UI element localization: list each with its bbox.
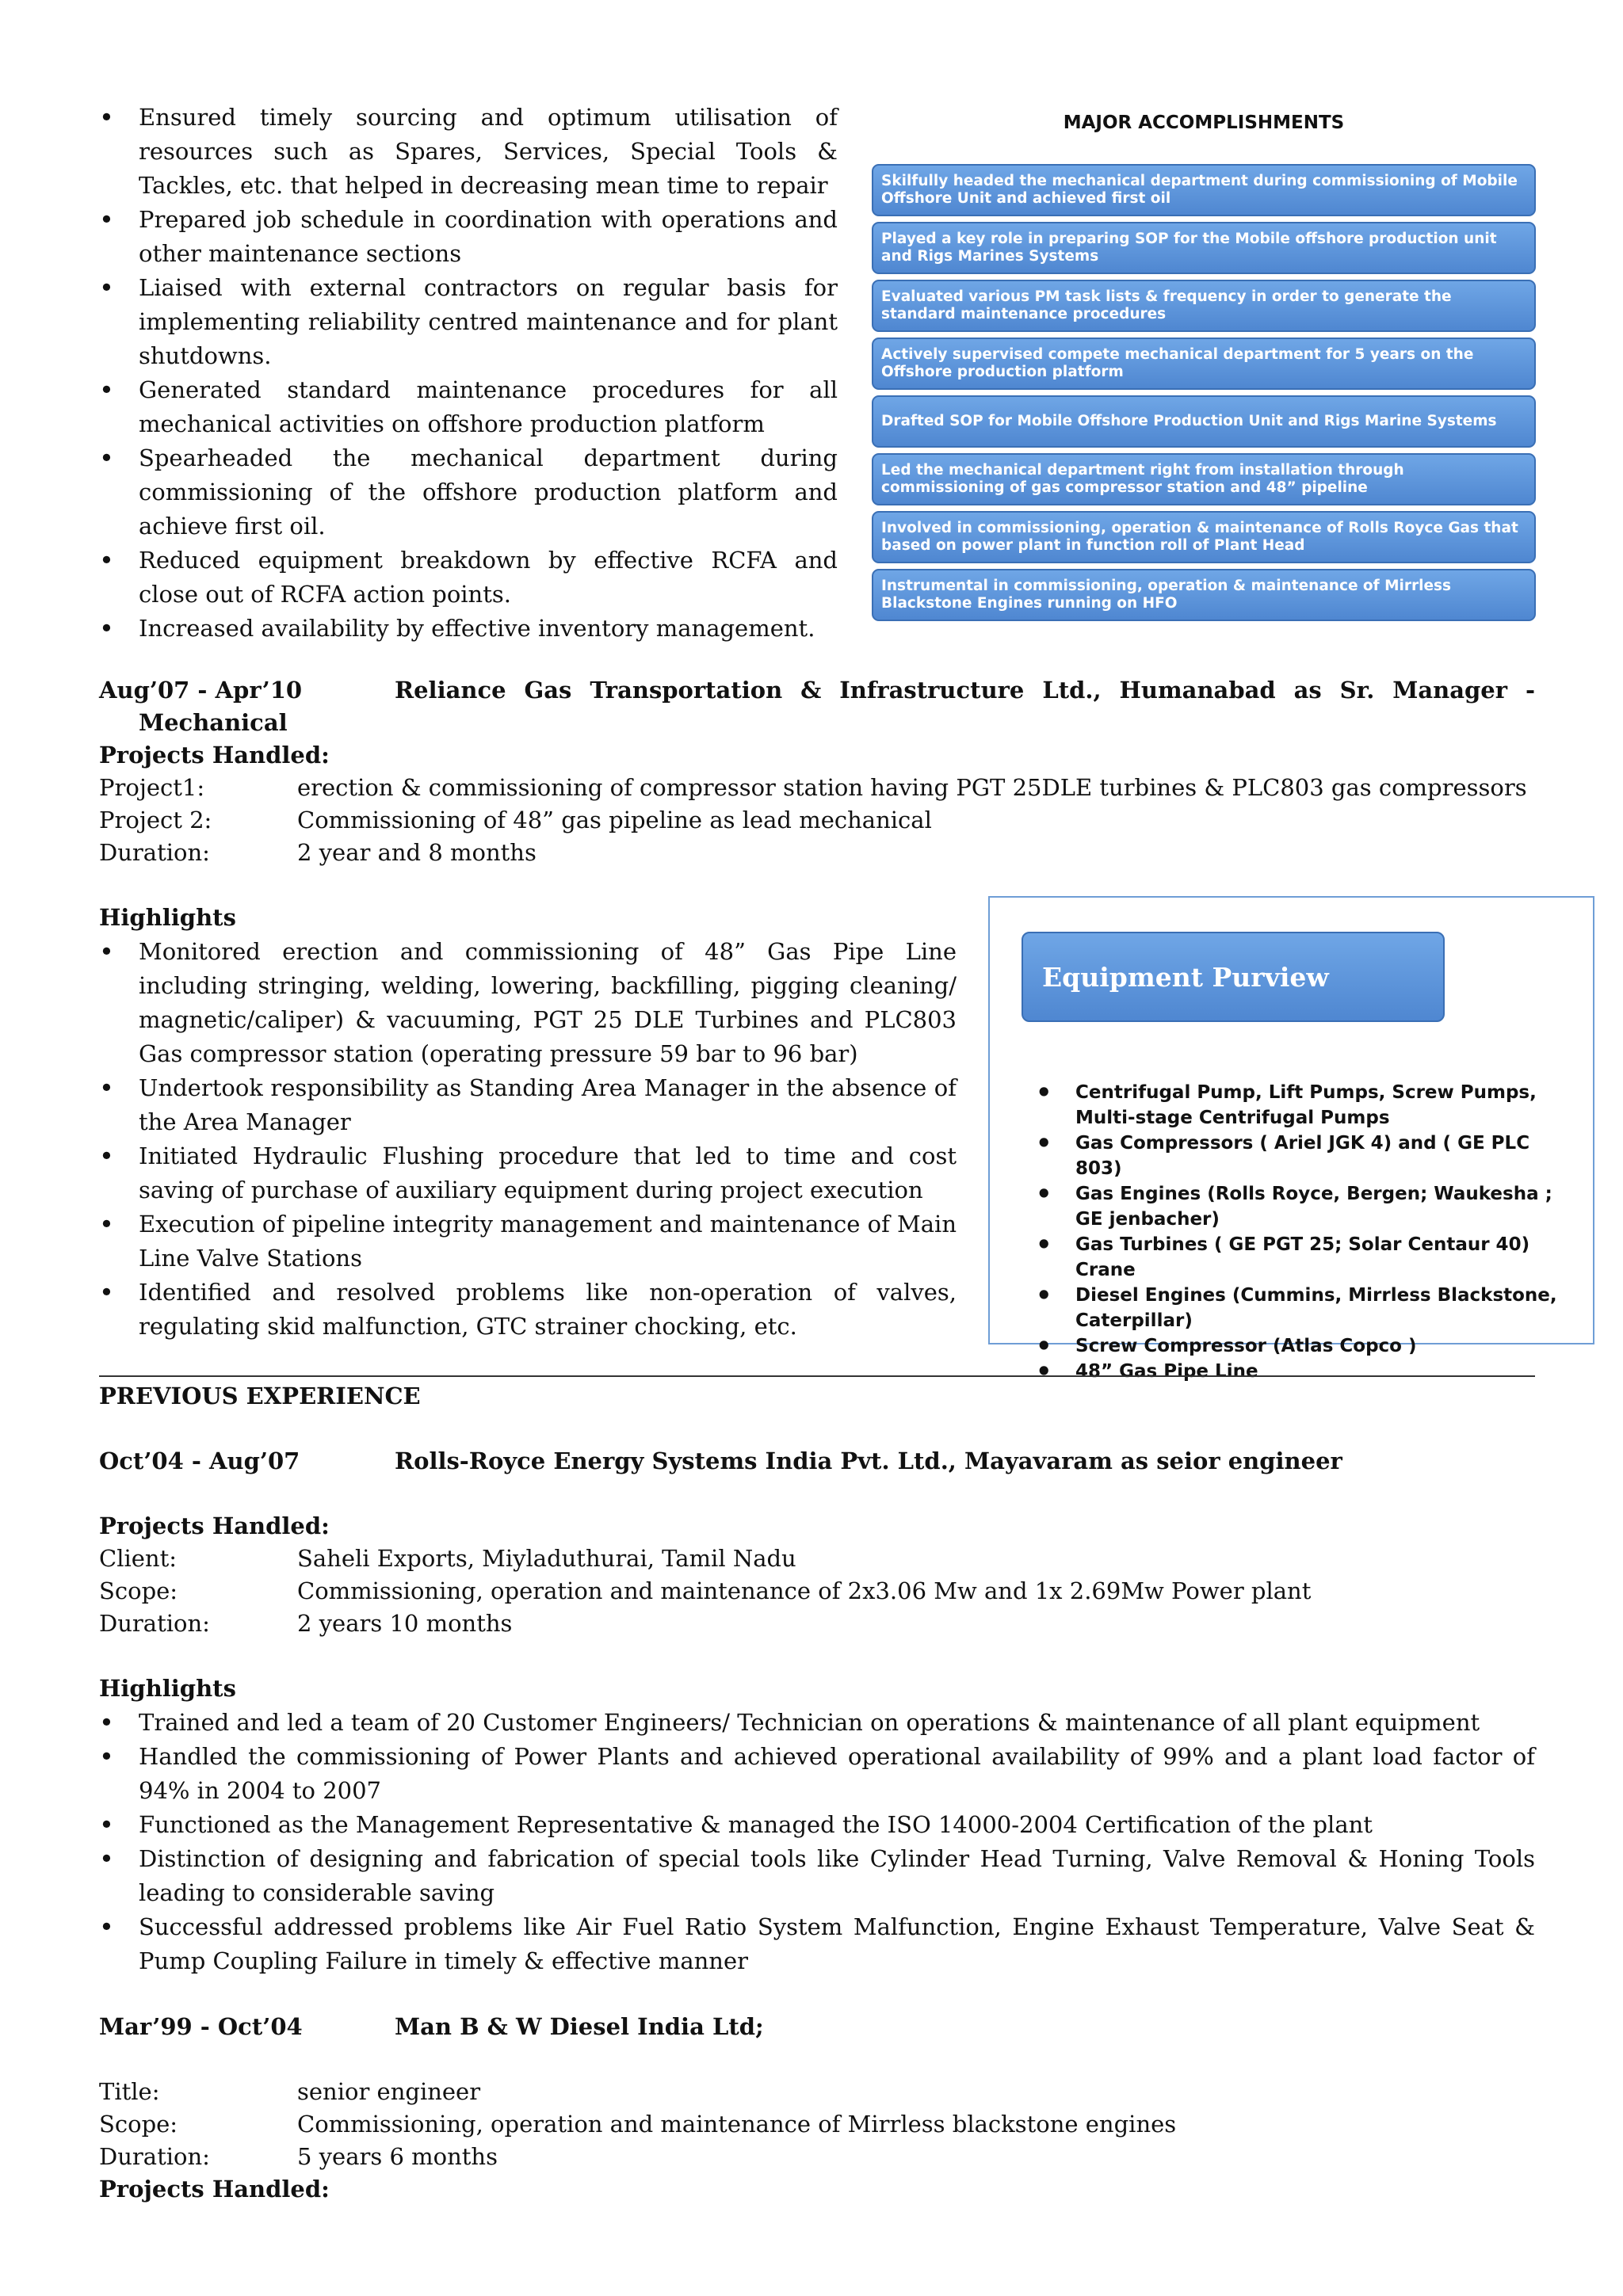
list-item: • Ensured timely sourcing and optimum utilisation of resources such as Spares, Services, Special Tools & Tackles, etc. that helped in decreasing mean time to repair: [99, 101, 838, 203]
list-item: • Spearheaded the mechanical department during commissioning of the offshore production platform and achieve first oil.: [99, 441, 838, 543]
list-item: • Increased availability by effective inventory management.: [99, 612, 838, 646]
row-label: Duration:: [99, 839, 210, 866]
list-item: • Undertook responsibility as Standing Area Manager in the absence of the Area Manager: [99, 1071, 957, 1139]
job1-projects-heading: Projects Handled:: [99, 742, 330, 769]
accomplishment-box: [872, 511, 1536, 563]
job3-title: Man B & W Diesel India Ltd;: [395, 2013, 764, 2040]
row-value: Commissioning, operation and maintenance of Mirrless blackstone engines: [297, 2111, 1177, 2138]
list-item: • Prepared job schedule in coordination with operations and other maintenance sections: [99, 203, 838, 271]
job3-row: [99, 2107, 1176, 2142]
accomplishment-text: Drafted SOP for Mobile Offshore Production Unit and Rigs Marine Systems: [881, 413, 1497, 429]
accomplishments-panel: [872, 164, 1536, 631]
equipment-list: [1036, 1080, 1575, 1384]
equipment-purview-panel: [988, 896, 1594, 1382]
job1-highlights-list: [99, 935, 957, 1344]
row-label: Client:: [99, 1545, 178, 1572]
top-bullet-list: [99, 101, 838, 646]
accomplishment-text: Played a key role in preparing SOP for the Mobile offshore production unit and Rigs Marines Systems: [881, 231, 1497, 265]
accomplishment-box: [872, 338, 1536, 390]
accomplishment-text: Involved in commissioning, operation & maintenance of Rolls Royce Gas that based on power plant in function roll of Plant Head: [881, 520, 1518, 554]
job1-highlights-heading: Highlights: [99, 904, 236, 931]
list-item: • Screw Compressor (Atlas Copco ): [1036, 1333, 1575, 1359]
job1-row: [99, 771, 1527, 805]
job3-row: [99, 2140, 498, 2174]
list-item: • Diesel Engines (Cummins, Mirrless Blackstone, Caterpillar): [1036, 1283, 1575, 1333]
list-item: • Liaised with external contractors on regular basis for implementing reliability centred maintenance and for plant shutdowns.: [99, 271, 838, 373]
list-item: • Identified and resolved problems like non-operation of valves, regulating skid malfunction, GTC strainer chocking, etc.: [99, 1276, 957, 1344]
list-item: • Successful addressed problems like Air Fuel Ratio System Malfunction, Engine Exhaust Temperature, Valve Seat & Pump Coupling Failure in timely & effective manner: [99, 1910, 1535, 1978]
list-item: • Centrifugal Pump, Lift Pumps, Screw Pumps, Multi-stage Centrifugal Pumps: [1036, 1080, 1575, 1131]
job1-title: [395, 673, 1535, 707]
job2-projects-heading: Projects Handled:: [99, 1512, 330, 1539]
list-item: • Functioned as the Management Representative & managed the ISO 14000-2004 Certification of the plant: [99, 1808, 1535, 1842]
previous-experience-heading: PREVIOUS EXPERIENCE: [99, 1383, 421, 1409]
job1-row: [99, 803, 932, 837]
job2-title: Rolls-Royce Energy Systems India Pvt. Ltd., Mayavaram as seior engineer: [395, 1447, 1342, 1474]
job2-row: [99, 1607, 512, 1641]
list-item: • Initiated Hydraulic Flushing procedure that led to time and cost saving of purchase of auxiliary equipment during project execution: [99, 1139, 957, 1207]
job1-row: [99, 836, 537, 870]
job2-highlights-list: [99, 1706, 1535, 1978]
job2-row: [99, 1542, 796, 1576]
accomplishment-text: Instrumental in commissioning, operation & maintenance of Mirrless Blackstone Engines running on HFO: [881, 578, 1452, 612]
row-value: Saheli Exports, Miyladuthurai, Tamil Nadu: [297, 1545, 796, 1572]
list-item: • Reduced equipment breakdown by effective RCFA and close out of RCFA action points.: [99, 543, 838, 612]
row-label: Duration:: [99, 2143, 210, 2170]
accomplishment-box: [872, 395, 1536, 448]
job2-highlights-heading: Highlights: [99, 1675, 236, 1702]
list-item: • Monitored erection and commissioning of 48” Gas Pipe Line including stringing, welding, lowering, backfilling, pigging cleaning/ magnetic/caliper) & vacuuming, PGT 25 DLE Turbines and PLC803 Gas compressor station (operating pressure 59 bar to 96 bar): [99, 935, 957, 1071]
row-value: Commissioning, operation and maintenance of 2x3.06 Mw and 1x 2.69Mw Power plant: [297, 1577, 1312, 1604]
job3-projects-heading: Projects Handled:: [99, 2176, 330, 2203]
row-label: Project 2:: [99, 807, 212, 833]
row-label: Scope:: [99, 2111, 178, 2138]
job2-row: [99, 1574, 1311, 1608]
list-item: • Handled the commissioning of Power Plants and achieved operational availability of 99% and a plant load factor of 94% in 2004 to 2007: [99, 1740, 1535, 1808]
row-value: 2 years 10 months: [297, 1610, 513, 1637]
row-value: 5 years 6 months: [297, 2143, 498, 2170]
list-item: • Gas Turbines ( GE PGT 25; Solar Centaur 40) Crane: [1036, 1232, 1575, 1283]
accomplishment-box: [872, 222, 1536, 274]
row-value: 2 year and 8 months: [297, 839, 537, 866]
accomplishment-text: Led the mechanical department right from installation through commissioning of gas compressor station and 48” pipeline: [881, 462, 1404, 496]
list-item: • Gas Engines (Rolls Royce, Bergen; Waukesha ; GE jenbacher): [1036, 1181, 1575, 1232]
row-label: Title:: [99, 2078, 160, 2105]
job2-dates: Oct’04 - Aug’07: [99, 1447, 300, 1474]
accomplishments-title: MAJOR ACCOMPLISHMENTS: [1063, 113, 1345, 133]
job1-dates: Aug’07 - Apr’10: [99, 677, 303, 704]
job1-title-line2: Mechanical: [139, 709, 288, 736]
row-label: Project1:: [99, 774, 205, 801]
row-label: Scope:: [99, 1577, 178, 1604]
accomplishment-text: Skilfully headed the mechanical department during commissioning of Mobile Offshore Unit and achieved first oil: [881, 173, 1518, 207]
equipment-purview-title: Equipment Purview: [1022, 932, 1445, 1022]
section-divider: [99, 1375, 1535, 1377]
list-item: • 48” Gas Pipe Line: [1036, 1359, 1575, 1384]
row-value: erection & commissioning of compressor station having PGT 25DLE turbines & PLC803 gas compressors: [297, 774, 1527, 801]
job1-title-line1: Reliance Gas Transportation & Infrastructure Ltd., Humanabad as Sr. Manager -: [395, 677, 1535, 704]
accomplishment-text: Evaluated various PM task lists & frequency in order to generate the standard maintenance procedures: [881, 288, 1452, 322]
accomplishment-text: Actively supervised compete mechanical department for 5 years on the Offshore production platform: [881, 346, 1474, 380]
row-label: Duration:: [99, 1610, 210, 1637]
list-item: • Distinction of designing and fabrication of special tools like Cylinder Head Turning, Valve Removal & Honing Tools leading to considerable saving: [99, 1842, 1535, 1910]
list-item: • Gas Compressors ( Ariel JGK 4) and ( GE PLC 803): [1036, 1131, 1575, 1181]
accomplishment-box: [872, 164, 1536, 216]
list-item: • Trained and led a team of 20 Customer Engineers/ Technician on operations & maintenance of all plant equipment: [99, 1706, 1535, 1740]
job3-row: [99, 2075, 480, 2109]
list-item: • Execution of pipeline integrity management and maintenance of Main Line Valve Stations: [99, 1207, 957, 1276]
job3-dates: Mar’99 - Oct’04: [99, 2013, 303, 2040]
accomplishment-box: [872, 569, 1536, 621]
list-item: • Generated standard maintenance procedures for all mechanical activities on offshore production platform: [99, 373, 838, 441]
accomplishment-box: [872, 453, 1536, 505]
row-value: Commissioning of 48” gas pipeline as lead mechanical: [297, 807, 932, 833]
accomplishment-box: [872, 280, 1536, 332]
row-value: senior engineer: [297, 2078, 481, 2105]
